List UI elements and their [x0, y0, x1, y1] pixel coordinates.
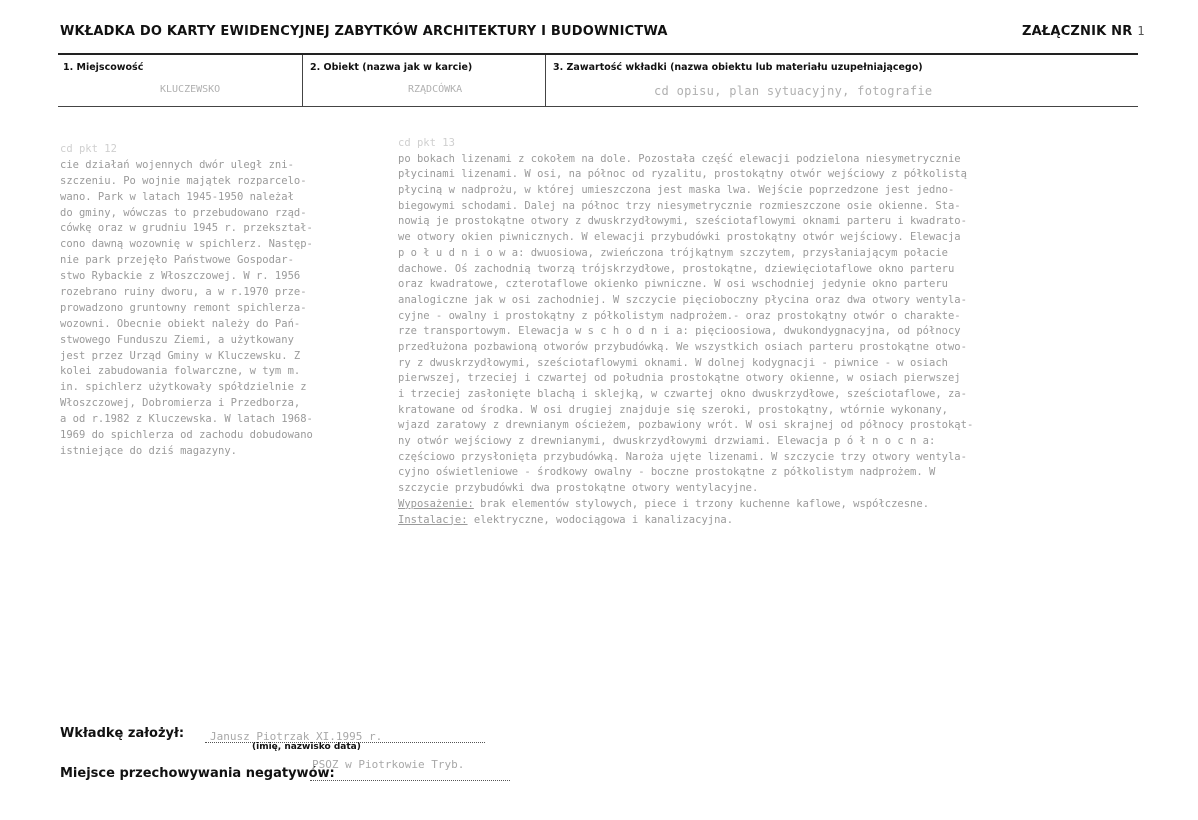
left-col-line: a od r.1982 z Kluczewska. W latach 1968-	[60, 413, 313, 426]
right-col-line: kratowane od środka. W osi drugiej znajduje się szeroki, prostokątny, wtórnie wykonany,	[398, 403, 948, 416]
negatives-dotted-line	[310, 780, 510, 781]
left-col-line: rozebrano ruiny dworu, a w r.1970 prze-	[60, 286, 307, 299]
annex-label-text: ZAŁĄCZNIK NR	[1022, 24, 1133, 39]
right-col-line: szczycie przybudówki dwa prostokątne otwory wentylacyjne.	[398, 482, 759, 495]
left-col-line: do gminy, wówczas to przebudowano rząd-	[60, 206, 307, 219]
left-col-line: cono dawną wozownię w spichlerz. Następ-	[60, 238, 313, 251]
left-col-line: 1969 do spichlerza od zachodu dobudowano	[60, 429, 313, 442]
object-value: RZĄDCÓWKA	[408, 84, 463, 95]
right-col-line: rze transportowym. Elewacja w s c h o d n i a: pięcioosiowa, dwukondygnacyjna, od północy	[398, 325, 961, 338]
left-col-line: wozowni. Obecnie obiekt należy do Pań-	[60, 317, 301, 330]
annex-number: 1	[1137, 24, 1145, 38]
form-title: WKŁADKA DO KARTY EWIDENCYJNEJ ZABYTKÓW ARCHITEKTURY I BUDOWNICTWA	[60, 24, 668, 39]
right-col-line: pierwszej, trzeciej i czwartej od południa prostokątne otwory okienne, w osiach pierwszej	[398, 372, 961, 385]
left-col-line: kolei zabudowania folwarczne, w tym m.	[60, 365, 301, 378]
right-col-line: nowią je prostokątne otwory z dwuskrzydłowymi, sześciotaflowymi oknami parteru i kwadrato-	[398, 215, 967, 228]
content-value: cd opisu, plan sytuacyjny, fotografie	[654, 84, 933, 98]
right-text-column	[398, 136, 973, 528]
left-col-line: jest przez Urząd Gminy w Kluczewsku. Z	[60, 349, 301, 362]
left-col-line: istniejące do dziś magazyny.	[60, 444, 238, 457]
author-label: Wkładkę założył:	[60, 726, 185, 741]
right-col-line: cyjno oświetleniowe - środkowy owalny - boczne prostokątne z półkolistym nadprożem. W	[398, 466, 936, 479]
right-col-line: we otwory okien piwnicznych. W elewacji przybudówki prostokątny otwór wejściowy. Elewacja	[398, 231, 961, 244]
left-col-line: wano. Park w latach 1945-1950 należał	[60, 190, 294, 203]
left-col-line: nie park przejęło Państwowe Gospodar-	[60, 254, 294, 267]
author-value: Janusz Piotrzak XI.1995 r.	[210, 730, 383, 743]
right-col-line: po bokach lizenami z cokołem na dole. Pozostała część elewacji podzielona niesymetrycznie	[398, 152, 961, 165]
left-col-line: in. spichlerz użytkowały spółdzielnie z	[60, 381, 307, 394]
left-col-line: cd pkt 12	[60, 143, 117, 155]
left-col-line: stwo Rybackie z Włoszczowej. W r. 1956	[60, 270, 301, 283]
left-text-column	[60, 142, 313, 460]
right-col-line: Wyposażenie: brak elementów stylowych, piece i trzony kuchenne kaflowe, współczesne.	[398, 497, 930, 510]
right-col-line: cd pkt 13	[398, 137, 455, 149]
left-col-line: szczeniu. Po wojnie majątek rozparcelo-	[60, 174, 307, 187]
place-value: KLUCZEWSKO	[160, 84, 221, 95]
right-col-line: ry z dwuskrzydłowymi, sześciotaflowymi oknami. W dolnej kodygnacji - piwnice - w osiach	[398, 356, 948, 369]
right-col-line: płyciną w nadprożu, w której umieszczona jest maska lwa. Wejście poprzedzone jest jedno-	[398, 184, 955, 197]
right-col-line: analogiczne jak w osi zachodniej. W szczycie pięcioboczny płycina oraz dwa otwory wentyla-	[398, 293, 967, 306]
right-col-line: częściowo przysłonięta przybudówką. Naroża ujęte lizenami. W szczycie trzy otwory wentyla-	[398, 450, 967, 463]
object-label: 2. Obiekt (nazwa jak w karcie)	[310, 62, 473, 73]
right-col-line: przedłużona pozbawioną otworów przybudówką. We wszystkich osiach parteru prostokątne otwo-	[398, 340, 967, 353]
right-col-line: wjazd zaratowy z drewnianym ościeżem, pozbawiony wrót. W osi skrajnej od północy prostokąt-	[398, 419, 974, 432]
right-col-line: biegowymi schodami. Dalej na północ trzy niesymetrycznie rozmieszczone osie okienne. Sta-	[398, 199, 961, 212]
annex-label	[1022, 24, 1145, 39]
fields-rule	[58, 106, 1138, 107]
right-col-line: i trzeciej zasłonięte blachą i sklejką, w czwartej okno dwuskrzydłowe, sześciotaflowe, za-	[398, 388, 967, 400]
right-col-line: Instalacje: elektryczne, wodociągowa i kanalizacyjna.	[398, 513, 734, 526]
right-col-line: ny otwór wejściowy z drewnianymi, dwuskrzydłowymi drzwiami. Elewacja p ó ł n o c n a:	[398, 435, 936, 448]
right-col-line: cyjne - owalny i prostokątny z półkolistym nadprożem.- oraz prostokątny otwór o charakte-	[398, 309, 961, 322]
negatives-value: PSOZ w Piotrkowie Tryb.	[312, 758, 465, 771]
left-col-line: stwowego Funduszu Ziemi, a użytkowany	[60, 333, 294, 346]
place-label: 1. Miejscowość	[63, 62, 144, 73]
right-col-line: p o ł u d n i o w a: dwuosiowa, zwieńczona trójkątnym szczytem, przysłaniającym połacie	[398, 246, 948, 259]
right-col-line: oraz kwadratowe, czterotaflowe okienko piwniczne. W osi wschodniej jedynie okno parteru	[398, 278, 948, 291]
right-col-line: dachowe. Oś zachodnią tworzą trójskrzydłowe, prostokątne, dziewięciotaflowe okno parteru	[398, 262, 955, 275]
negatives-label: Miejsce przechowywania negatywów:	[60, 766, 335, 781]
field-divider-1	[302, 55, 303, 106]
content-label: 3. Zawartość wkładki (nazwa obiektu lub materiału uzupełniającego)	[553, 62, 923, 73]
left-col-line: cie działań wojennych dwór uległ zni-	[60, 158, 294, 171]
right-col-line: płycinami lizenami. W osi, na północ od ryzalitu, prostokątny otwór wejściowy z półkolistą	[398, 168, 967, 181]
left-col-line: cówkę oraz w grudniu 1945 r. przekształ-	[60, 222, 313, 235]
author-hint: (imię, nazwisko data)	[252, 742, 361, 752]
field-divider-2	[545, 55, 546, 106]
left-col-line: prowadzono gruntowny remont spichlerza-	[60, 301, 307, 314]
left-col-line: Włoszczowej, Dobromierza i Przedborza,	[60, 397, 301, 410]
header-rule	[58, 53, 1138, 55]
